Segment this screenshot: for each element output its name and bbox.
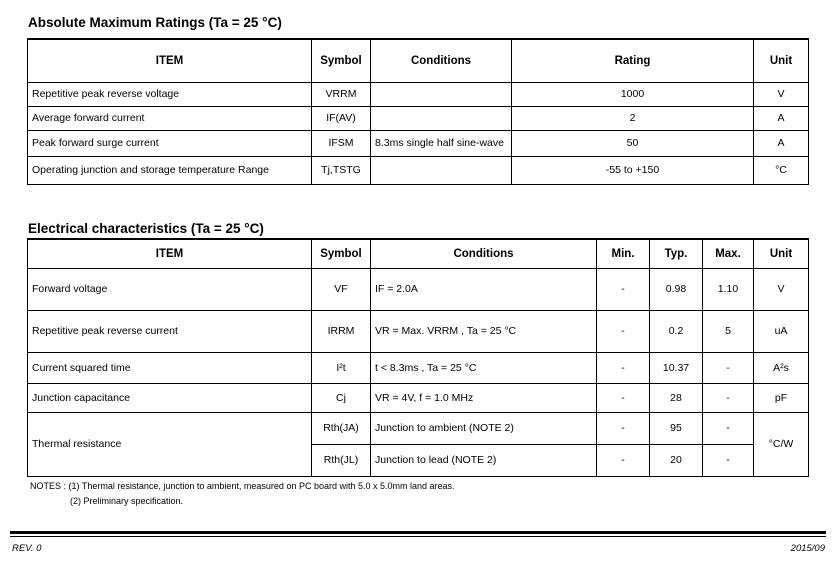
ec-max: - (703, 383, 754, 412)
table-row (28, 352, 809, 383)
ec-header-typ: Typ. (650, 239, 703, 268)
ec-typ: 28 (650, 383, 703, 412)
notes-line-1: NOTES : (1) Thermal resistance, junction to ambient, measured on PC board with 5.0 x 5.0mm land areas. (30, 481, 455, 491)
amr-rating: -55 to +150 (512, 156, 754, 184)
amr-symbol: VRRM (312, 82, 371, 106)
ec-item: Junction capacitance (28, 383, 312, 412)
ec-header-symbol: Symbol (312, 239, 371, 268)
table-row (28, 82, 809, 106)
ec-item: Forward voltage (28, 268, 312, 310)
amr-unit: A (754, 130, 809, 156)
date-label: 2015/09 (790, 543, 825, 554)
amr-unit: A (754, 106, 809, 130)
ec-symbol: Rth(JL) (312, 444, 371, 476)
ec-header-unit: Unit (754, 239, 809, 268)
amr-conditions (371, 82, 512, 106)
ec-title: Electrical characteristics (Ta = 25 °C) (28, 221, 264, 236)
ec-min: - (597, 310, 650, 352)
ec-typ: 95 (650, 412, 703, 444)
amr-unit: V (754, 82, 809, 106)
ec-header-item: ITEM (28, 239, 312, 268)
amr-symbol: IF(AV) (312, 106, 371, 130)
ec-min: - (597, 444, 650, 476)
ec-table (27, 238, 809, 477)
amr-symbol: Tj,TSTG (312, 156, 371, 184)
amr-conditions: 8.3ms single half sine-wave (371, 130, 512, 156)
revision-label: REV. 0 (12, 543, 42, 554)
ec-max: 1.10 (703, 268, 754, 310)
amr-item: Repetitive peak reverse voltage (28, 82, 312, 106)
ec-conditions: Junction to ambient (NOTE 2) (371, 412, 597, 444)
amr-conditions (371, 156, 512, 184)
table-row (28, 156, 809, 184)
ec-symbol: IRRM (312, 310, 371, 352)
ec-min: - (597, 412, 650, 444)
amr-header-row (28, 39, 809, 82)
amr-header-item: ITEM (28, 39, 312, 82)
amr-symbol: IFSM (312, 130, 371, 156)
amr-header-rating: Rating (512, 39, 754, 82)
ec-typ: 20 (650, 444, 703, 476)
ec-header-min: Min. (597, 239, 650, 268)
ec-symbol: Rth(JA) (312, 412, 371, 444)
ec-max: - (703, 352, 754, 383)
ec-symbol: Cj (312, 383, 371, 412)
notes-line-2: (2) Preliminary specification. (70, 496, 184, 506)
footer-rule-thick (10, 531, 826, 534)
amr-rating: 1000 (512, 82, 754, 106)
amr-item: Operating junction and storage temperature Range (28, 156, 312, 184)
amr-header-unit: Unit (754, 39, 809, 82)
ec-item: Current squared time (28, 352, 312, 383)
ec-unit: uA (754, 310, 809, 352)
amr-item: Average forward current (28, 106, 312, 130)
ec-header-row (28, 239, 809, 268)
amr-table (27, 38, 809, 185)
ec-item: Thermal resistance (28, 412, 312, 476)
ec-unit: A²s (754, 352, 809, 383)
table-row (28, 268, 809, 310)
ec-conditions: t < 8.3ms , Ta = 25 °C (371, 352, 597, 383)
amr-unit: °C (754, 156, 809, 184)
amr-rating: 50 (512, 130, 754, 156)
ec-header-max: Max. (703, 239, 754, 268)
ec-unit: pF (754, 383, 809, 412)
ec-header-conditions: Conditions (371, 239, 597, 268)
table-row (28, 412, 809, 444)
table-row (28, 130, 809, 156)
amr-header-symbol: Symbol (312, 39, 371, 82)
ec-max: - (703, 444, 754, 476)
ec-typ: 0.2 (650, 310, 703, 352)
table-row (28, 106, 809, 130)
amr-item: Peak forward surge current (28, 130, 312, 156)
table-row (28, 310, 809, 352)
ec-conditions: IF = 2.0A (371, 268, 597, 310)
ec-min: - (597, 268, 650, 310)
ec-typ: 0.98 (650, 268, 703, 310)
ec-conditions: VR = 4V, f = 1.0 MHz (371, 383, 597, 412)
table-row (28, 383, 809, 412)
ec-item: Repetitive peak reverse current (28, 310, 312, 352)
amr-conditions (371, 106, 512, 130)
ec-conditions: VR = Max. VRRM , Ta = 25 °C (371, 310, 597, 352)
ec-max: - (703, 412, 754, 444)
ec-typ: 10.37 (650, 352, 703, 383)
ec-conditions: Junction to lead (NOTE 2) (371, 444, 597, 476)
amr-header-conditions: Conditions (371, 39, 512, 82)
footer-rule-thin (10, 536, 826, 537)
ec-symbol: VF (312, 268, 371, 310)
ec-unit: V (754, 268, 809, 310)
ec-min: - (597, 352, 650, 383)
ec-symbol: I²t (312, 352, 371, 383)
amr-title: Absolute Maximum Ratings (Ta = 25 °C) (28, 15, 282, 30)
ec-unit: °C/W (754, 412, 809, 476)
amr-rating: 2 (512, 106, 754, 130)
ec-min: - (597, 383, 650, 412)
ec-max: 5 (703, 310, 754, 352)
